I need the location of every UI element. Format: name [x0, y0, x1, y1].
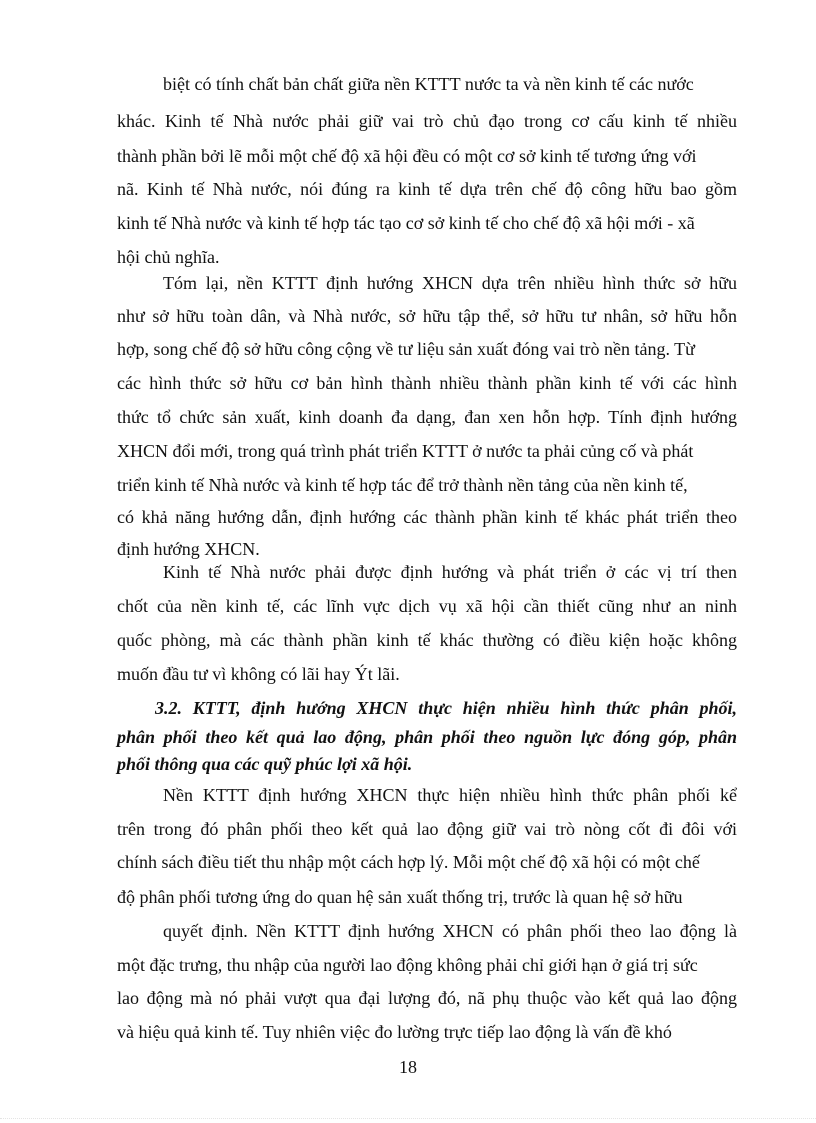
paragraph-1-line-4: nã. Kinh tế Nhà nước, nói đúng ra kinh tế dựa trên chế độ công hữu bao gồm [117, 179, 737, 199]
section-heading-line-1: 3.2. KTTT, định hướng XHCN thực hiện nhiều hình thức phân phối, [155, 698, 737, 718]
paragraph-1-line-1: biệt có tính chất bản chất giữa nền KTTT nước ta và nền kinh tế các nước [163, 74, 694, 94]
paragraph-5-line-3: lao động mà nó phải vượt qua đại lượng đó, nã phụ thuộc vào kết quả lao động [117, 988, 737, 1008]
paragraph-2-line-1: Tóm lại, nền KTTT định hướng XHCN dựa trên nhiều hình thức sở hữu [163, 273, 737, 293]
page-bottom-rule [0, 1118, 816, 1119]
paragraph-4-line-1: Nền KTTT định hướng XHCN thực hiện nhiều hình thức phân phối kể [163, 785, 737, 805]
paragraph-4-line-4: độ phân phối tương ứng do quan hệ sản xuất thống trị, trước là quan hệ sở hữu [117, 887, 683, 907]
paragraph-2-line-3: hợp, song chế độ sở hữu công cộng về tư liệu sản xuất đóng vai trò nền tảng. Từ [117, 339, 695, 359]
paragraph-3-line-4: muốn đầu tư vì không có lãi hay Ýt lãi. [117, 664, 400, 684]
paragraph-1-line-3: thành phần bởi lẽ mỗi một chế độ xã hội đều có một cơ sở kinh tế tương ứng với [117, 146, 697, 166]
paragraph-4-line-3: chính sách điều tiết thu nhập một cách hợp lý. Mỗi một chế độ xã hội có một chế [117, 852, 700, 872]
section-heading-line-3: phối thông qua các quỹ phúc lợi xã hội. [117, 754, 413, 774]
paragraph-3-line-1: Kinh tế Nhà nước phải được định hướng và phát triển ở các vị trí then [163, 562, 737, 582]
paragraph-5-line-2: một đặc trưng, thu nhập của người lao động không phải chỉ giới hạn ở giá trị sức [117, 955, 698, 975]
paragraph-5-line-1: quyết định. Nền KTTT định hướng XHCN có phân phối theo lao động là [163, 921, 737, 941]
section-heading-line-2: phân phối theo kết quả lao động, phân phối theo nguồn lực đóng góp, phân [117, 727, 737, 747]
paragraph-1-line-5: kinh tế Nhà nước và kinh tế hợp tác tạo cơ sở kinh tế cho chế độ xã hội mới - xã [117, 213, 695, 233]
page-number: 18 [399, 1057, 417, 1077]
paragraph-2-line-6: XHCN đổi mới, trong quá trình phát triển KTTT ở nước ta phải củng cố và phát [117, 441, 694, 461]
paragraph-1-line-6: hội chủ nghĩa. [117, 247, 220, 267]
paragraph-2-line-8: có khả năng hướng dẫn, định hướng các thành phần kinh tế khác phát triển theo [117, 507, 737, 527]
paragraph-1-line-2: khác. Kinh tế Nhà nước phải giữ vai trò chủ đạo trong cơ cấu kinh tế nhiều [117, 111, 737, 131]
paragraph-2-line-9: định hướng XHCN. [117, 539, 260, 559]
paragraph-2-line-7: triển kinh tế Nhà nước và kinh tế hợp tác để trở thành nền tảng của nền kinh tế, [117, 475, 688, 495]
paragraph-4-line-2: trên trong đó phân phối theo kết quả lao động giữ vai trò nòng cốt đi đôi với [117, 819, 737, 839]
paragraph-3-line-2: chốt của nền kinh tế, các lĩnh vực dịch vụ xã hội cần thiết cũng như an ninh [117, 596, 737, 616]
paragraph-3-line-3: quốc phòng, mà các thành phần kinh tế khác thường có điều kiện hoặc không [117, 630, 737, 650]
paragraph-2-line-2: như sở hữu toàn dân, và Nhà nước, sở hữu tập thể, sở hữu tư nhân, sở hữu hỗn [117, 306, 737, 326]
paragraph-5-line-4: và hiệu quả kinh tế. Tuy nhiên việc đo lường trực tiếp lao động là vấn đề khó [117, 1022, 672, 1042]
paragraph-2-line-4: các hình thức sở hữu cơ bản hình thành nhiều thành phần kinh tế với các hình [117, 373, 737, 393]
paragraph-2-line-5: thức tổ chức sản xuất, kinh doanh đa dạng, đan xen hỗn hợp. Tính định hướng [117, 407, 737, 427]
